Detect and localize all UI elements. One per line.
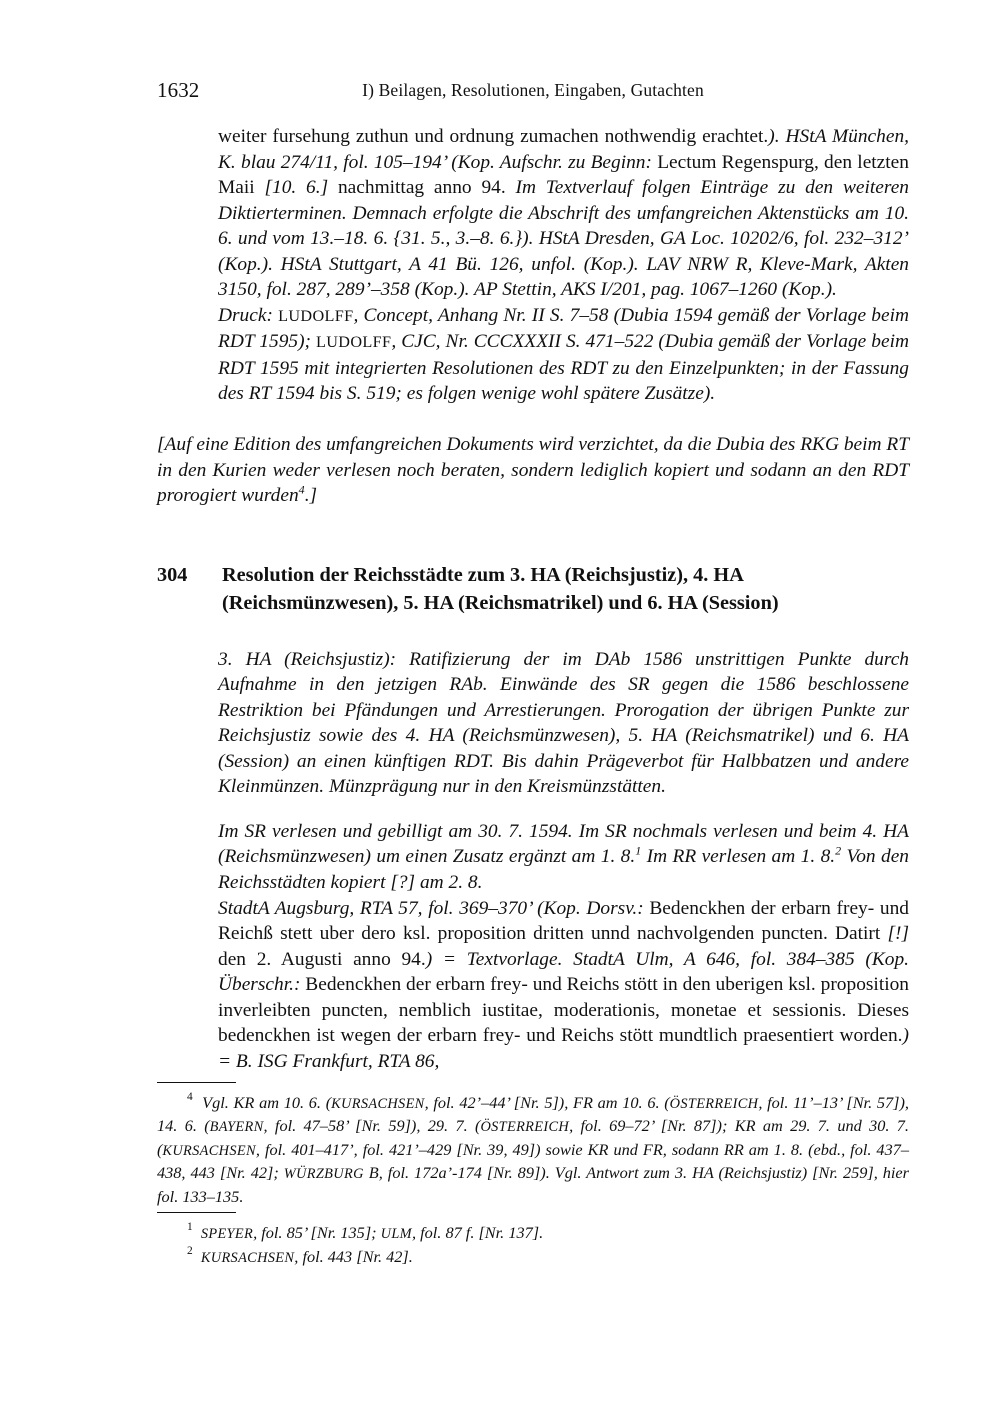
footnote-4-sc5: KURSACHSEN: [162, 1142, 256, 1159]
witness-italic-4: ) = B. ISG Frankfurt, RTA 86,: [218, 1025, 909, 1072]
footnote-block-lower: [157, 1212, 909, 1270]
source-segment-b: Lectum Regenspurg, den letzten Maii: [218, 151, 909, 199]
transmission-line-1: Im SR verlesen und gebilligt am 30. 7. 1594. Im SR nochmals verlesen und beim 4. HA (Reichsmünzwesen) um einen Zusatz ergänzt am 1. 8.: [218, 820, 909, 868]
footnote-4: [157, 1092, 909, 1207]
document-summary: 3. HA (Reichsjustiz): Ratifizierung der im DAb 1586 unstrittigen Punkte durch Aufnahme in den jetzigen RAb. Einwände des SR gegen die 1586 beschlossene Restriktion bei Pfändungen und Arrestierungen. Prorogation der übrigen Punkte zur Reichsjustiz sowie des 4. HA (Reichsmünzwesen), 5. HA (Reichsmatrikel) und 6. HA (Session) an einen künftigen RDT. Bis dahin Prägeverbot für Halbbatzen und andere Kleinmünzen. Münzprägung nur in den Kreismünzstätten.: [218, 648, 909, 798]
footnote-2-sc1: KURSACHSEN: [200, 1250, 295, 1267]
running-head: [157, 78, 909, 102]
footnote-block-upper: [157, 1082, 909, 1207]
footnote-1-text-p2: , fol. 87 f. [Nr. 137].: [411, 1223, 544, 1242]
footnote-2: [157, 1246, 909, 1269]
editorial-note-closing: .]: [304, 485, 318, 507]
footnote-4-mark: 4: [187, 1091, 193, 1104]
druck-paragraph: [218, 303, 909, 407]
document-title: Resolution der Reichsstädte zum 3. HA (Reichsjustiz), 4. HA (Reichsmünzwesen), 5. HA (Reichsmatrikel) und 6. HA (Session): [222, 563, 779, 615]
footnote-4-text-p3: , fol. 11’–13’ [Nr. 57]), 14. 6. (: [157, 1093, 909, 1136]
witness-roman-3: Bedenckhen der erbarn frey- und Reichs stött in den uberigen ksl. proposition inverleibten puncten, nemblich iustitae, moderationis, monetae et sessionis. Dieses bedenckhen ist wegen der erbarn frey- und Reichs stött mundtlich praesentiert worden.: [218, 974, 909, 1047]
text-column: [157, 124, 909, 1074]
footnote-4-text-p6: , fol. 401–417’, fol. 421’–429 [Nr. 39, 49]) sowie KR und FR, sodann RR am 1. 8. (ebd., fol. 437–438, 443 [Nr. 42];: [157, 1139, 909, 1183]
footnote-4-text-p4: , fol. 47–58’ [Nr. 59]), 29. 7. (: [263, 1116, 481, 1136]
druck-author-2: LUDOLFF: [316, 333, 392, 352]
footnote-4-sc3: BAYERN: [209, 1119, 264, 1136]
witness-roman-1: Bedenckhen der erbarn frey- und Reichß stett uber dero ksl. proposition dritten unnd nachvolgenden puncten. Datirt: [218, 897, 909, 945]
document-heading: [157, 561, 909, 618]
witness-roman-2: den 2. Augusti anno 94.: [218, 948, 426, 970]
source-segment-d: nachmittag anno 94.: [328, 177, 516, 199]
source-segment-c: [10. 6.]: [264, 177, 329, 199]
transmission-line-3: Von den Reichsstädten kopiert [?] am 2. 8.: [218, 846, 909, 894]
footnote-ref-1[interactable]: 1: [635, 844, 642, 859]
footnote-4-text-p5: , fol. 69–72’ [Nr. 87]); KR am 29. 7. und 30. 7. (: [157, 1116, 910, 1159]
transmission-line-2: Im RR verlesen am 1. 8.: [641, 846, 836, 868]
druck-label: Druck:: [218, 304, 273, 326]
editorial-note: [157, 432, 909, 509]
druck-author-1: LUDOLFF: [278, 306, 354, 325]
footnote-1-sc1: SPEYER: [200, 1226, 254, 1242]
footnote-separator-rule-lower: [157, 1212, 236, 1213]
witness-list: [218, 896, 909, 1075]
footnote-1-text-p1: , fol. 85’ [Nr. 135];: [253, 1223, 381, 1242]
footnote-4-text-p7: B, fol. 172a’-174 [Nr. 89]). Vgl. Antwort zum 3. HA (Reichsjustiz) [Nr. 259], hier fol. 133–135.: [157, 1163, 909, 1206]
footnote-2-mark: 2: [187, 1245, 193, 1258]
druck-body-2: , CJC, Nr. CCCXXXII S. 471–522 (Dubia gemäß der Vorlage beim RDT 1595 mit integrierten Resolutionen des RDT zu den Einzelpunkten; in der Fassung des RT 1594 bis S. 519; es folgen wenige wohl spätere Zusätze).: [218, 331, 909, 405]
footnote-ref-2[interactable]: 2: [835, 844, 842, 859]
document-number: 304: [157, 563, 188, 586]
footnote-1-sc2: ULM: [380, 1226, 412, 1242]
footnote-4-sc4: ÖSTERREICH: [480, 1119, 570, 1136]
source-segment-a: ). HStA München, K. blau 274/11, fol. 105–194’ (Kop. Aufschr. zu Beginn:: [218, 126, 909, 173]
footnote-4-text-p2: , fol. 42’–44’ [Nr. 5]), FR am 10. 6. (: [424, 1093, 670, 1112]
footnote-4-text-p1: Vgl. KR am 10. 6. (: [202, 1093, 332, 1112]
footnote-4-sc6: WÜRZBURG: [283, 1166, 364, 1183]
footnote-4-sc1: KURSACHSEN: [331, 1096, 425, 1112]
footnote-1-mark: 1: [187, 1221, 193, 1234]
source-description-paragraph: [218, 124, 909, 303]
witness-italic-1: StadtA Augsburg, RTA 57, fol. 369–370’ (Kop. Dorsv.:: [218, 897, 644, 919]
editorial-note-text: [Auf eine Edition des umfangreichen Dokuments wird verzichtet, da die Dubia des RKG beim RT in den Kurien weder verlesen noch beraten, sondern lediglich kopiert und sodann an den RDT prorogiert wurden: [157, 434, 909, 507]
page-number: 1632: [157, 78, 200, 102]
footnote-2-text-p1: , fol. 443 [Nr. 42].: [294, 1247, 413, 1267]
witness-italic-2: [!]: [887, 923, 909, 945]
footnote-ref-4[interactable]: 4: [298, 482, 305, 497]
footnote-1: [157, 1222, 909, 1245]
druck-body-1: , Concept, Anhang Nr. II S. 7–58 (Dubia 1594 gemäß der Vorlage beim RDT 1595);: [218, 304, 909, 353]
source-lead-roman: weiter fursehung zuthun und ordnung zumachen nothwendig erachtet.: [218, 126, 769, 147]
footnote-4-sc2: ÖSTERREICH: [669, 1096, 759, 1112]
transmission-note: [218, 819, 909, 896]
running-head-title: I) Beilagen, Resolutionen, Eingaben, Gutachten: [362, 80, 704, 100]
footnote-separator-rule: [157, 1082, 236, 1083]
witness-italic-3: ) = Textvorlage. StadtA Ulm, A 646, fol. 384–385 (Kop. Überschr.:: [218, 948, 910, 996]
source-segment-e: Im Textverlauf folgen Einträge zu den weiteren Diktierterminen. Demnach erfolgte die Abschrift des umfangreichen Aktenstücks am 10. 6. und vom 13.–18. 6. {31. 5., 3.–8. 6.}). HStA Dresden, GA Loc. 10202/6, fol. 232–312’ (Kop.). HStA Stuttgart, A 41 Bü. 126, unfol. (Kop.). LAV NRW R, Kleve-Mark, Akten 3150, fol. 287, 289’–358 (Kop.). AP Stettin, AKS I/201, pag. 1067–1260 (Kop.).: [218, 177, 909, 301]
